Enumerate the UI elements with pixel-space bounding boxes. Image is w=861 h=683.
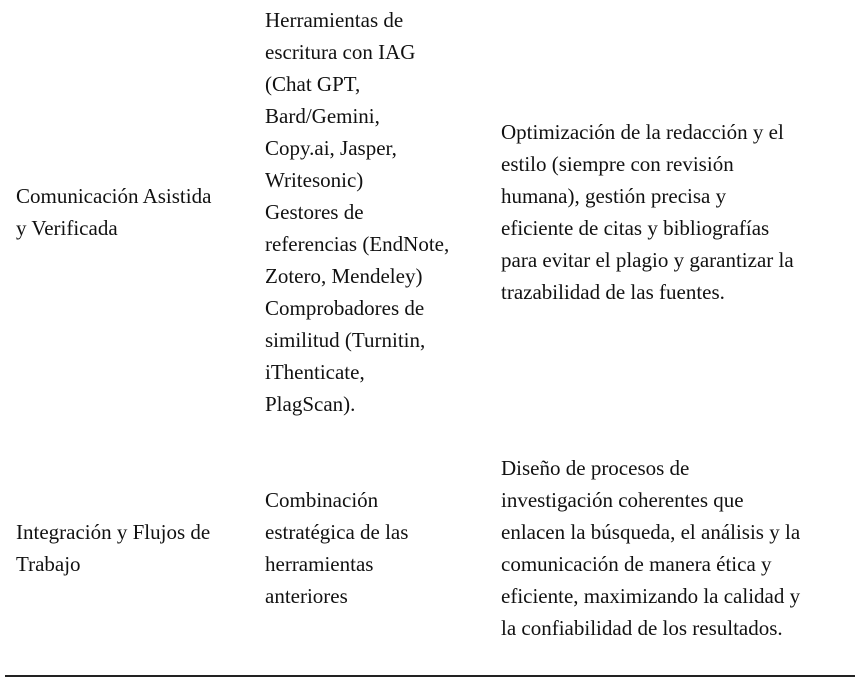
tools-cell <box>265 4 487 420</box>
text-line: PlagScan). <box>265 392 356 416</box>
text-line: para evitar el plagio y garantizar la <box>501 248 794 272</box>
text-line: Comprobadores de <box>265 296 425 320</box>
text-line: referencias (EndNote, <box>265 232 450 256</box>
text-line: comunicación de manera ética y <box>501 552 772 576</box>
text-line: eficiente, maximizando la calidad y <box>501 584 801 608</box>
text-line: Herramientas de <box>265 8 404 32</box>
tools-cell <box>265 452 487 644</box>
text-line: Comunicación Asistida <box>16 184 212 208</box>
text-line: y Verificada <box>16 216 118 240</box>
table-bottom-rule <box>5 675 855 677</box>
area-cell <box>16 452 251 644</box>
area-cell <box>16 4 251 420</box>
text-line: Optimización de la redacción y el <box>501 120 784 144</box>
text-line: investigación coherentes que <box>501 488 744 512</box>
text-line: (Chat GPT, <box>265 72 361 96</box>
text-line: Integración y Flujos de <box>16 520 211 544</box>
text-line: anteriores <box>265 584 348 608</box>
text-line: Zotero, Mendeley) <box>265 264 423 288</box>
text-line: eficiente de citas y bibliografías <box>501 216 770 240</box>
text-line: Copy.ai, Jasper, <box>265 136 397 160</box>
text-line: Bard/Gemini, <box>265 104 380 128</box>
text-line: escritura con IAG <box>265 40 416 64</box>
text-line: Trabajo <box>16 552 81 576</box>
benefit-cell <box>501 452 856 644</box>
text-line: Writesonic) <box>265 168 364 192</box>
text-line: herramientas <box>265 552 374 576</box>
text-line: Gestores de <box>265 200 364 224</box>
text-line: enlacen la búsqueda, el análisis y la <box>501 520 801 544</box>
benefit-cell <box>501 4 856 420</box>
text-line: la confiabilidad de los resultados. <box>501 616 783 640</box>
text-line: trazabilidad de las fuentes. <box>501 280 725 304</box>
text-line: estratégica de las <box>265 520 409 544</box>
text-line: Diseño de procesos de <box>501 456 690 480</box>
text-line: humana), gestión precisa y <box>501 184 727 208</box>
text-line: Combinación <box>265 488 379 512</box>
text-line: iThenticate, <box>265 360 365 384</box>
text-line: similitud (Turnitin, <box>265 328 426 352</box>
text-line: estilo (siempre con revisión <box>501 152 734 176</box>
